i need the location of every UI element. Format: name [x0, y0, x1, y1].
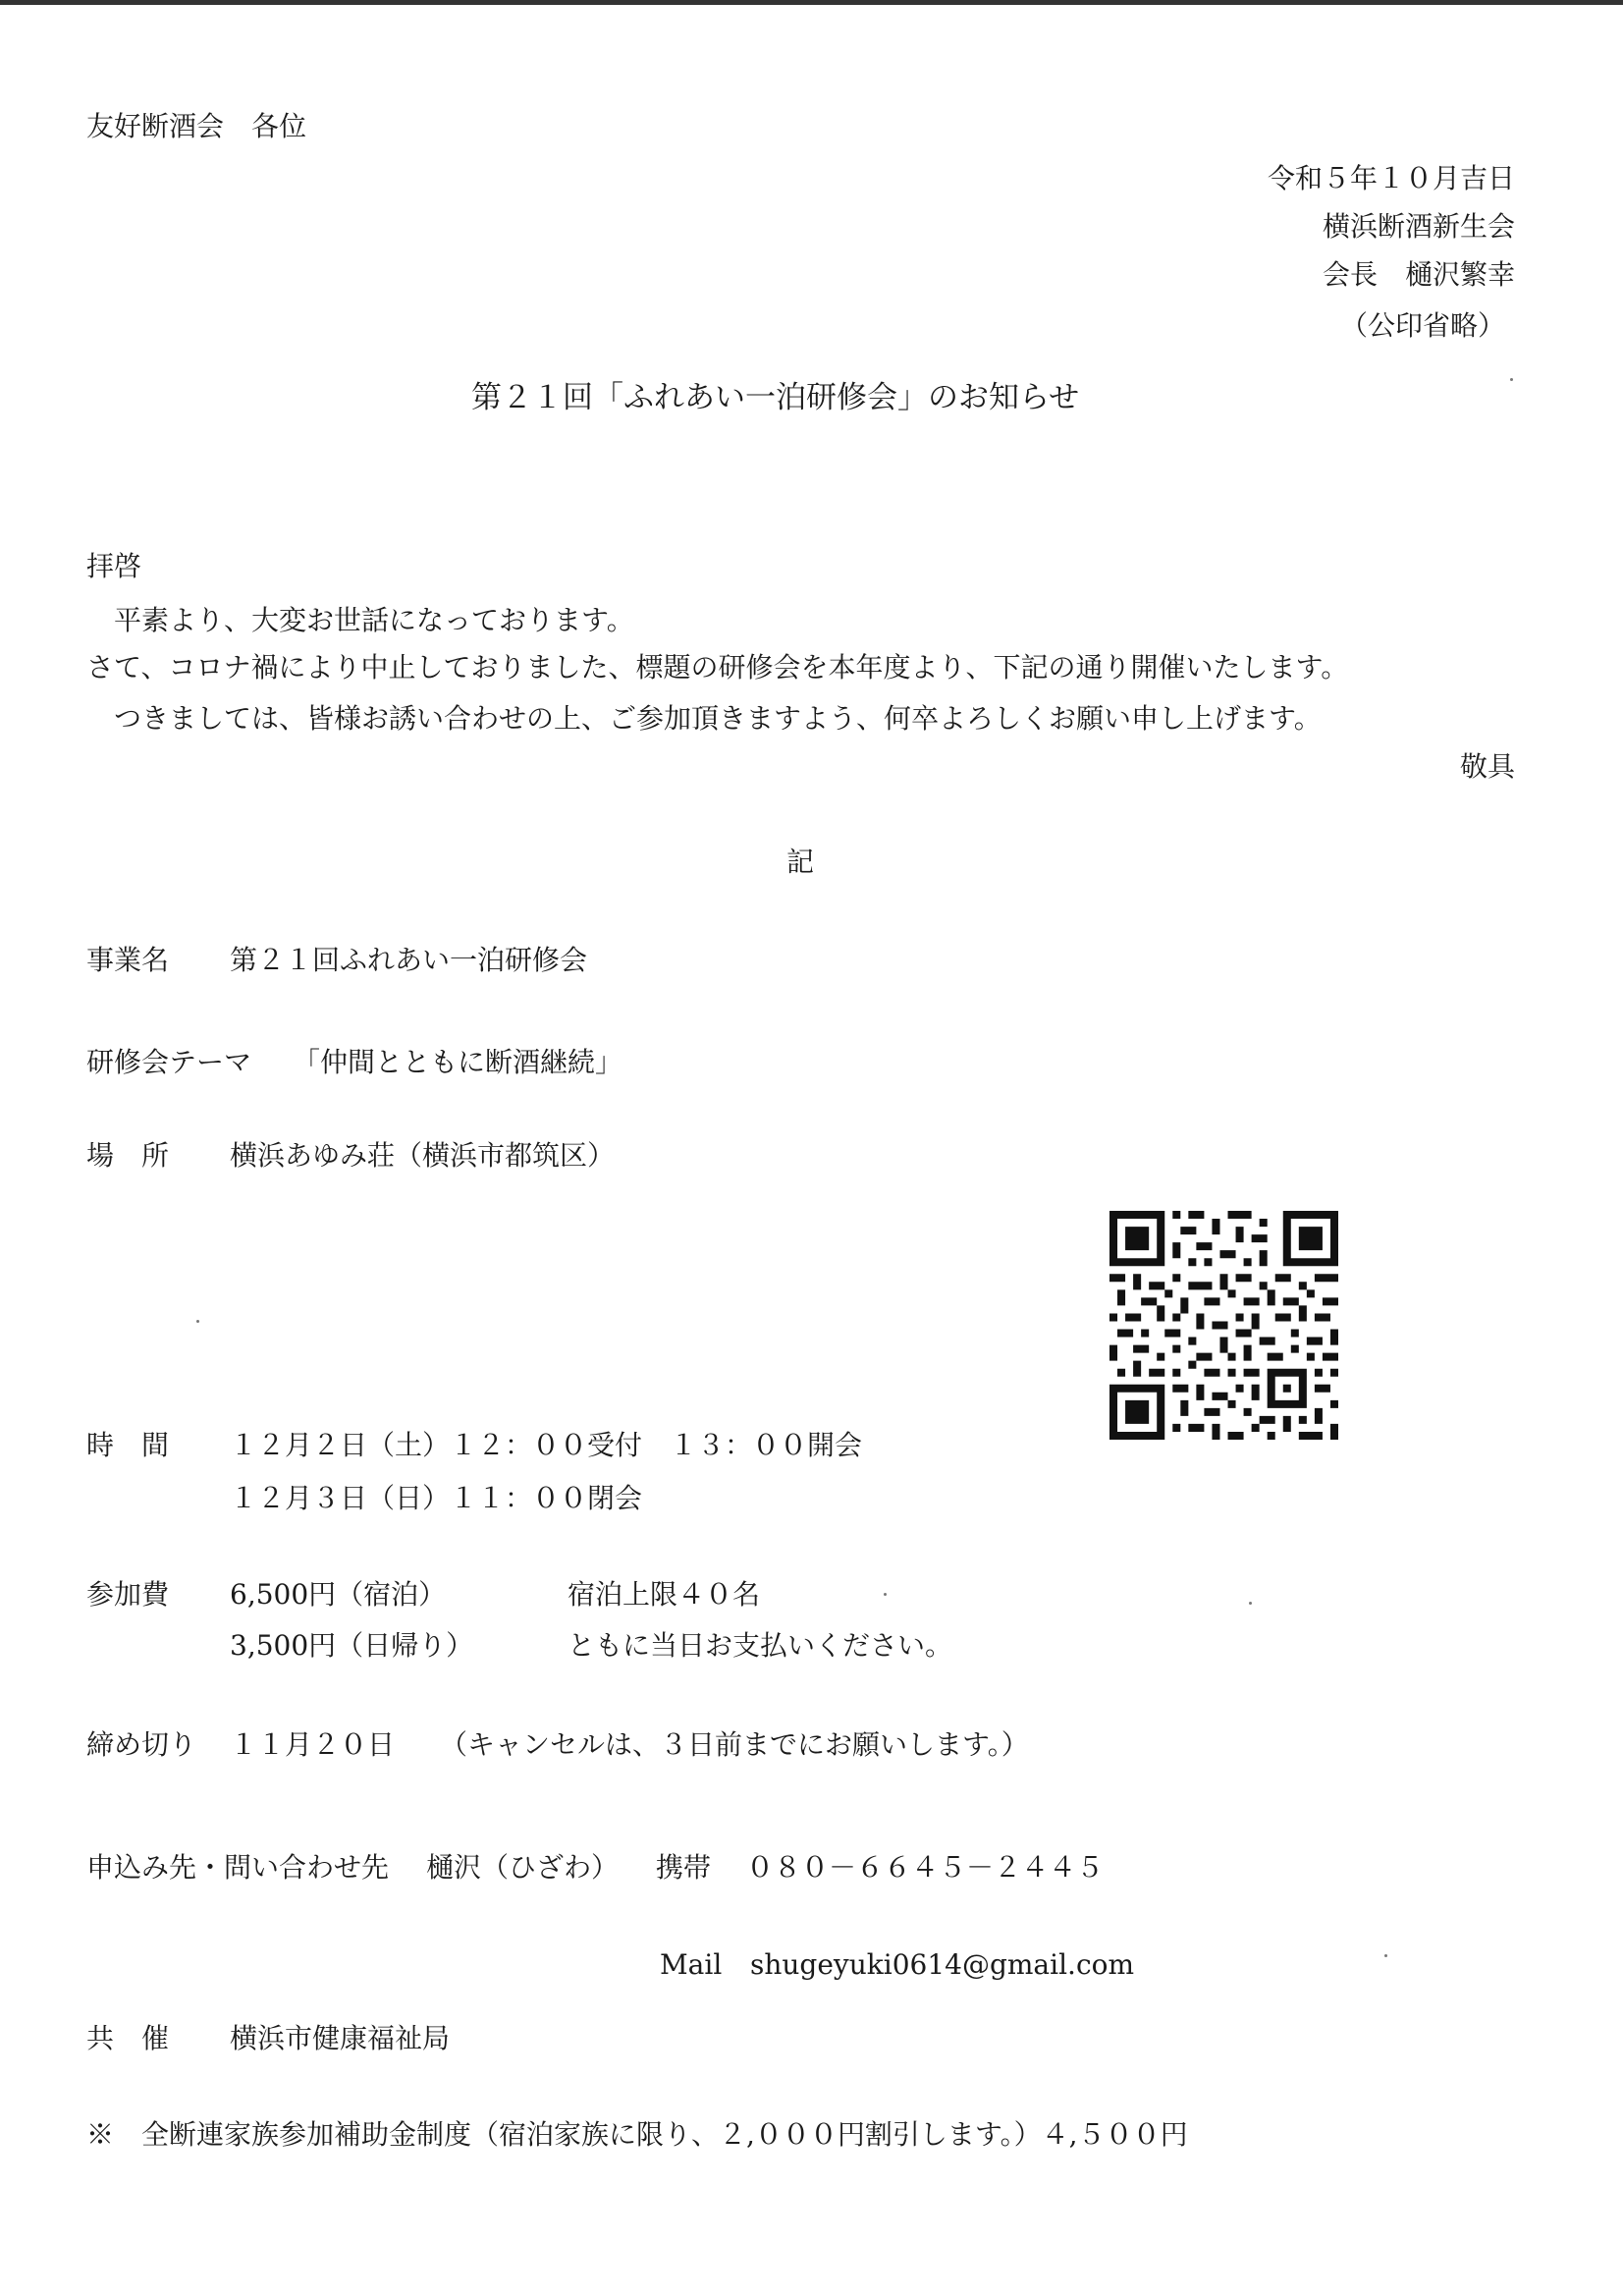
scan-speck	[1510, 378, 1513, 381]
scan-speck	[1249, 1602, 1252, 1605]
footnote: ※ 全断連家族参加補助金制度（宿泊家族に限り、２,０００円割引します。）４,５００円	[86, 2118, 1188, 2151]
seal-omitted-note: （公印省略）	[1339, 309, 1505, 342]
fee-stay-note: 宿泊上限４０名	[568, 1578, 761, 1611]
closing-phrase: 敬具	[1459, 750, 1515, 783]
opening-greeting: 拝啓	[86, 550, 142, 582]
contact-name: 樋沢（ひざわ）	[426, 1851, 620, 1884]
ki-heading: 記	[786, 846, 815, 878]
body-line-1: 平素より、大変お世話になっております。	[86, 604, 634, 636]
body-line-3: つきましては、皆様お誘い合わせの上、ご参加頂きますよう、何卒よろしくお願い申し上げます。	[86, 702, 1322, 735]
cosponsor-label: 共 催	[86, 2022, 170, 2054]
deadline-date: １１月２０日	[230, 1728, 396, 1761]
fee-day: 3,500円（日帰り）	[230, 1629, 474, 1662]
event-label: 事業名	[86, 944, 170, 976]
time-line-2: １２月３日（日）１１：００閉会	[230, 1482, 643, 1514]
recipient: 友好断酒会 各位	[86, 110, 307, 142]
place-value: 横浜あゆみ荘（横浜市都筑区）	[230, 1139, 616, 1172]
qr-code-image	[1109, 1211, 1338, 1440]
fee-day-note: ともに当日お支払いください。	[568, 1629, 953, 1662]
contact-phone-label: 携帯	[656, 1851, 712, 1884]
time-line-1: １２月２日（土）１２：００受付 １３：００開会	[230, 1429, 863, 1461]
fee-stay: 6,500円（宿泊）	[230, 1578, 447, 1611]
deadline-note: （キャンセルは、３日前までにお願いします。）	[440, 1728, 1029, 1761]
top-border-line	[0, 0, 1623, 5]
deadline-label: 締め切り	[86, 1728, 197, 1761]
contact-mail-label: Mail	[660, 1948, 723, 1981]
event-value: 第２１回ふれあい一泊研修会	[230, 944, 588, 976]
time-label: 時 間	[86, 1429, 170, 1461]
scan-speck	[196, 1320, 199, 1323]
theme-label: 研修会テーマ	[86, 1046, 252, 1078]
cosponsor-value: 横浜市健康福祉局	[230, 2022, 451, 2054]
issue-date: 令和５年１０月吉日	[1267, 162, 1515, 194]
scan-speck	[884, 1593, 887, 1596]
body-line-2: さて、コロナ禍により中止しておりました、標題の研修会を本年度より、下記の通り開催いたします。	[86, 651, 1349, 683]
contact-phone: ０８０－６６４５－２４４５	[746, 1851, 1105, 1884]
scan-speck	[1384, 1954, 1387, 1957]
contact-mail: shugeyuki0614@gmail.com	[750, 1948, 1135, 1981]
place-label: 場 所	[86, 1139, 170, 1172]
organization-name: 横浜断酒新生会	[1322, 210, 1515, 243]
theme-value: 「仲間とともに断酒継続」	[293, 1046, 623, 1078]
fee-label: 参加費	[86, 1578, 170, 1611]
document-title: 第２１回「ふれあい一泊研修会」のお知らせ	[471, 380, 1080, 415]
contact-label: 申込み先・問い合わせ先	[86, 1851, 390, 1884]
president-name: 会長 樋沢繁幸	[1322, 258, 1515, 291]
